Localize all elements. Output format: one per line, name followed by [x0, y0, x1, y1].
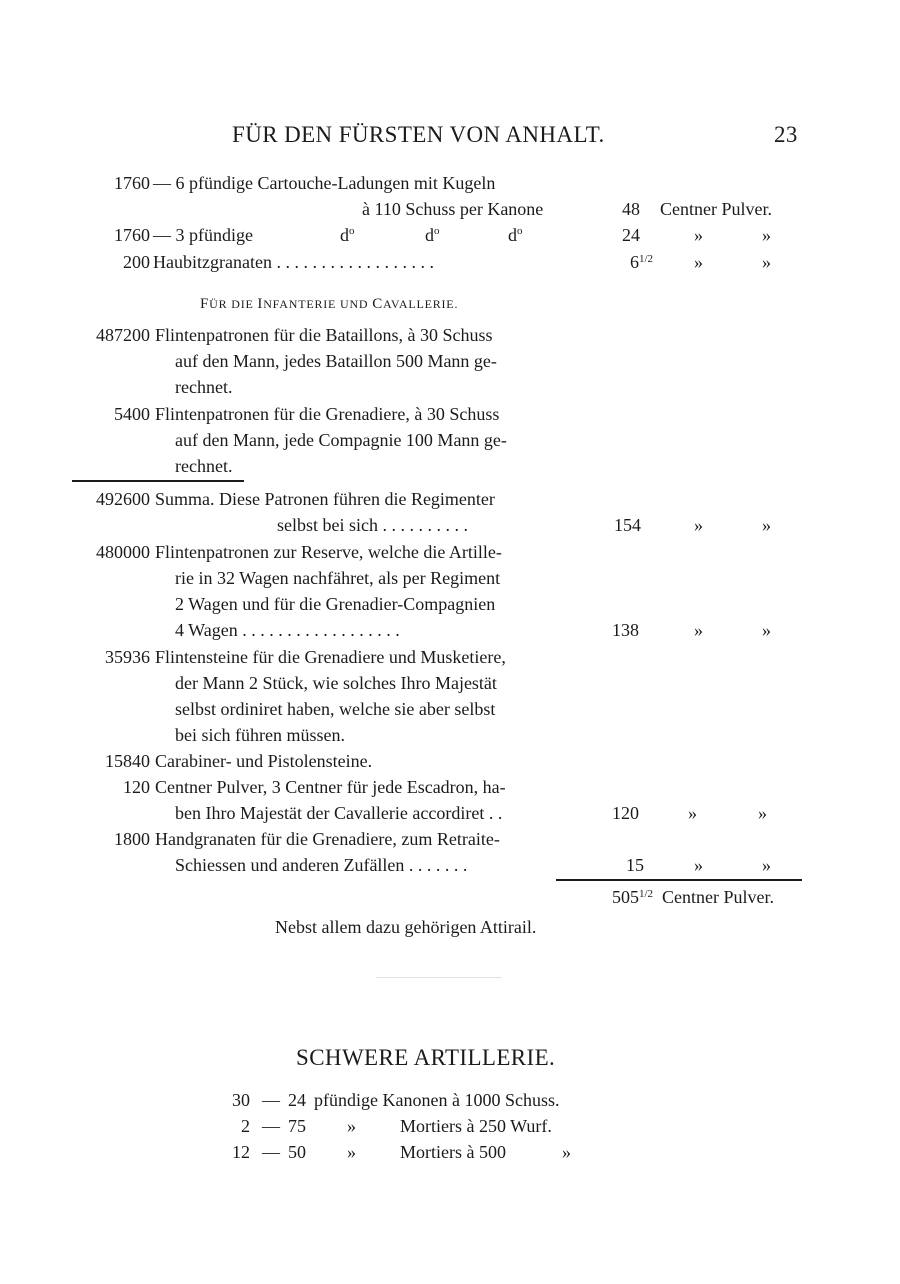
entry-120-number: 120: [123, 777, 150, 797]
row-1760-3pf-text: — 3 pfündige: [153, 225, 253, 245]
row-200-number: 200: [123, 252, 150, 272]
entry-35936-line: Flintensteine für die Grenadiere und Musketiere,: [155, 647, 506, 667]
section-divider: [376, 977, 502, 978]
page-number: 23: [774, 122, 798, 147]
ditto-quote: »: [758, 803, 767, 823]
artillery-row-1-caliber: 24: [288, 1090, 306, 1110]
ditto-quote: »: [694, 515, 703, 535]
entry-5400-line: rechnet.: [175, 456, 233, 476]
artillery-row-1-dash: —: [262, 1090, 280, 1110]
entry-120-line: ben Ihro Majestät der Cavallerie accordiret . .: [175, 803, 503, 823]
total-rule: [556, 879, 802, 881]
entry-120-quantity: 120: [612, 803, 639, 823]
note-attirail: Nebst allem dazu gehörigen Attirail.: [275, 917, 537, 937]
row-1760-6pf-text-cont: à 110 Schuss per Kanone: [362, 199, 544, 219]
ditto-quote: »: [688, 803, 697, 823]
entry-480000-number: 480000: [96, 542, 150, 562]
ditto-quote: »: [694, 620, 703, 640]
entry-480000-quantity: 138: [612, 620, 639, 640]
entry-1800-number: 1800: [114, 829, 150, 849]
artillery-row-3-dash: —: [262, 1142, 280, 1162]
artillery-row-3-count: 12: [232, 1142, 250, 1162]
entry-120-line: Centner Pulver, 3 Centner für jede Escadron, ha-: [155, 777, 506, 797]
entry-15840-line: Carabiner- und Pistolensteine.: [155, 751, 373, 771]
artillery-row-1-text: pfündige Kanonen à 1000 Schuss.: [314, 1090, 560, 1110]
entry-487200-line: auf den Mann, jedes Bataillon 500 Mann ge-: [175, 351, 497, 371]
ditto-quote: »: [562, 1142, 571, 1162]
row-1760-3pf-number: 1760: [114, 225, 150, 245]
entry-480000-line: rie in 32 Wagen nachfähret, als per Regiment: [175, 568, 501, 588]
section-heading-heavy-artillery: SCHWERE ARTILLERIE.: [296, 1045, 556, 1070]
page-title: FÜR DEN FÜRSTEN VON ANHALT.: [232, 122, 605, 147]
artillery-row-2-count: 2: [241, 1116, 250, 1136]
entry-5400-line: auf den Mann, jede Compagnie 100 Mann ge-: [175, 430, 507, 450]
row-1760-3pf-quantity: 24: [622, 225, 640, 245]
sum-number: 492600: [96, 489, 150, 509]
sum-quantity: 154: [614, 515, 641, 535]
row-200-text: Haubitzgranaten . . . . . . . . . . . . . . . . . .: [153, 252, 434, 272]
entry-487200-line: Flintenpatronen für die Bataillons, à 30 Schuss: [155, 325, 493, 345]
sum-rule: [72, 480, 244, 482]
row-1760-6pf-unit: Centner Pulver.: [660, 199, 772, 219]
entry-480000-line: 4 Wagen . . . . . . . . . . . . . . . . . .: [175, 620, 400, 640]
ditto-quote: »: [347, 1142, 356, 1162]
row-1760-6pf-quantity: 48: [622, 199, 640, 219]
ditto-mark: $d^o$: [508, 225, 523, 245]
ditto-quote: »: [762, 855, 771, 875]
row-1760-6pf-text: — 6 pfündige Cartouche-Ladungen mit Kugeln: [153, 173, 496, 193]
ditto-quote: »: [694, 225, 703, 245]
sum-line: Summa. Diese Patronen führen die Regimenter: [155, 489, 495, 509]
artillery-row-2-caliber: 75: [288, 1116, 306, 1136]
entry-35936-line: bei sich führen müssen.: [175, 725, 345, 745]
row-200-quantity: $6^{1/2}$: [630, 252, 654, 272]
ditto-quote: »: [762, 225, 771, 245]
entry-35936-line: der Mann 2 Stück, wie solches Ihro Majestät: [175, 673, 497, 693]
artillery-row-1-count: 30: [232, 1090, 250, 1110]
ditto-mark: $d^o$: [340, 225, 355, 245]
entry-480000-line: Flintenpatronen zur Reserve, welche die Artille-: [155, 542, 502, 562]
sum-line: selbst bei sich . . . . . . . . . .: [277, 515, 468, 535]
entry-5400-number: 5400: [114, 404, 150, 424]
entry-1800-quantity: 15: [626, 855, 644, 875]
entry-1800-line: Schiessen und anderen Zufällen . . . . . . .: [175, 855, 468, 875]
entry-5400-line: Flintenpatronen für die Grenadiere, à 30 Schuss: [155, 404, 500, 424]
artillery-row-2-text: Mortiers à 250 Wurf.: [400, 1116, 552, 1136]
artillery-row-3-text: Mortiers à 500: [400, 1142, 506, 1162]
entry-15840-number: 15840: [105, 751, 150, 771]
ditto-quote: »: [694, 855, 703, 875]
ditto-mark: $d^o$: [425, 225, 440, 245]
ditto-quote: »: [762, 620, 771, 640]
entry-487200-number: 487200: [96, 325, 150, 345]
ditto-quote: »: [762, 515, 771, 535]
section-heading-infantry-cavalry: FÜR DIE INFANTERIE UND CAVALLERIE.: [200, 296, 459, 312]
entry-35936-line: selbst ordiniret haben, welche sie aber selbst: [175, 699, 496, 719]
total-unit: Centner Pulver.: [662, 887, 774, 907]
entry-1800-line: Handgranaten für die Grenadiere, zum Retraite-: [155, 829, 500, 849]
entry-35936-number: 35936: [105, 647, 150, 667]
artillery-row-3-caliber: 50: [288, 1142, 306, 1162]
entry-480000-line: 2 Wagen und für die Grenadier-Compagnien: [175, 594, 496, 614]
entry-487200-line: rechnet.: [175, 377, 233, 397]
total-quantity: $505^{1/2}$: [612, 887, 654, 907]
ditto-quote: »: [347, 1116, 356, 1136]
ditto-quote: »: [694, 252, 703, 272]
row-1760-6pf-number: 1760: [114, 173, 150, 193]
artillery-row-2-dash: —: [262, 1116, 280, 1136]
ditto-quote: »: [762, 252, 771, 272]
